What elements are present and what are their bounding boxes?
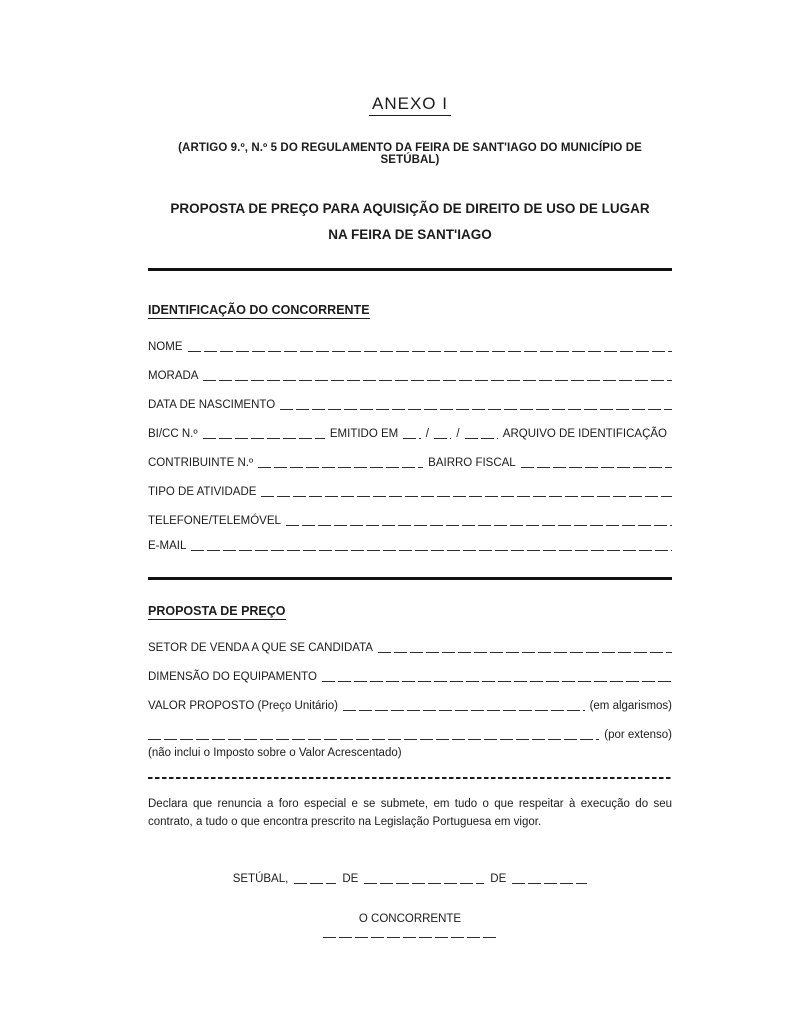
signature-blank-line[interactable] [323,937,498,938]
proposta-section-title: PROPOSTA DE PREÇO [148,604,286,618]
bicc-row [148,428,672,441]
data-nascimento-row [148,399,672,412]
telefone-row [148,515,672,528]
por-extenso-label: (por extenso) [604,729,672,741]
contribuinte-blank-line[interactable] [258,465,423,468]
emissao-ano-blank-line[interactable] [465,436,498,439]
bicc-label: BI/CC N.º [148,428,198,440]
email-row [148,540,672,553]
morada-label: MORADA [148,370,199,382]
morada-blank-line[interactable] [203,378,672,381]
emitido-em-label: EMITIDO EM [329,428,399,440]
bairro-fiscal-blank-line[interactable] [521,465,672,468]
setor-venda-row [148,642,672,655]
city-label: SETÚBAL, [232,873,289,885]
identification-section-title: IDENTIFICAÇÃO DO CONCORRENTE [148,303,370,317]
setor-venda-blank-line[interactable] [378,650,672,653]
date-slash-1: / [425,428,429,440]
signature-block [148,913,672,938]
declaration-paragraph: Declara que renuncia a foro especial e se submete, em tudo o que respeitar à execução do seu contrato, a tudo o que encontra prescrito na Legislação Portuguesa em vigor. [148,798,672,828]
title-block [148,0,672,248]
date-slash-2: / [456,428,460,440]
page-subtitle: (ARTIGO 9.º, N.º 5 DO REGULAMENTO DA FEIRA DE SANT'IAGO DO MUNICÍPIO DE SETÚBAL) [178,142,642,166]
year-blank-line[interactable] [512,881,587,884]
nome-row [148,341,672,354]
dashed-divider [148,777,672,779]
valor-proposto-row [148,700,672,713]
day-blank-line[interactable] [294,881,336,884]
tipo-atividade-label: TIPO DE ATIVIDADE [148,486,257,498]
data-nascimento-label: DATA DE NASCIMENTO [148,399,276,411]
nome-label: NOME [148,341,183,353]
bairro-fiscal-label: BAIRRO FISCAL [428,457,516,469]
tipo-atividade-row [148,486,672,499]
dimensao-equipamento-label: DIMENSÃO DO EQUIPAMENTO [148,671,317,683]
em-algarismos-label: (em algarismos) [589,700,672,712]
page-title: ANEXO I [369,94,451,116]
bicc-blank-line[interactable] [203,436,325,439]
de-month-label: DE [342,873,359,885]
por-extenso-blank-line[interactable] [148,737,599,740]
morada-row [148,370,672,383]
valor-proposto-label: VALOR PROPOSTO (Preço Unitário) [148,700,339,712]
arquivo-identificacao-label: ARQUIVO DE IDENTIFICAÇÃO [502,428,667,440]
telefone-telemovel-blank-line[interactable] [286,523,672,526]
nome-blank-line[interactable] [188,349,673,352]
tipo-atividade-blank-line[interactable] [261,494,672,497]
dimensao-row [148,671,672,684]
heading-line-2: NA FEIRA DE SANT'IAGO [328,227,492,242]
telefone-telemovel-label: TELEFONE/TELEMÓVEL [148,515,281,527]
de-year-label: DE [490,873,507,885]
heading-line-1: PROPOSTA DE PREÇO PARA AQUISIÇÃO DE DIREITO DE USO DE LUGAR [170,201,650,216]
top-section-divider [148,268,672,271]
por-extenso-row [148,729,672,742]
middle-section-divider [148,577,672,580]
data-nascimento-blank-line[interactable] [280,407,672,410]
month-blank-line[interactable] [364,881,484,884]
nota-iva: (não inclui o Imposto sobre o Valor Acrescentado) [148,747,402,759]
emissao-mes-blank-line[interactable] [434,436,451,439]
email-label: E-MAIL [148,540,187,552]
contribuinte-label: CONTRIBUINTE N.º [148,457,254,469]
document-content [148,0,672,938]
date-place-row [148,873,672,885]
contribuinte-row [148,457,672,470]
email-blank-line[interactable] [191,548,672,551]
document-heading [148,196,672,248]
dimensao-equipamento-blank-line[interactable] [322,679,672,682]
valor-proposto-blank-line[interactable] [343,708,585,711]
signature-title: O CONCORRENTE [358,913,462,925]
setor-venda-label: SETOR DE VENDA A QUE SE CANDIDATA [148,642,373,654]
proposta-section [148,602,672,620]
emissao-dia-blank-line[interactable] [403,436,420,439]
identification-section [148,301,672,319]
